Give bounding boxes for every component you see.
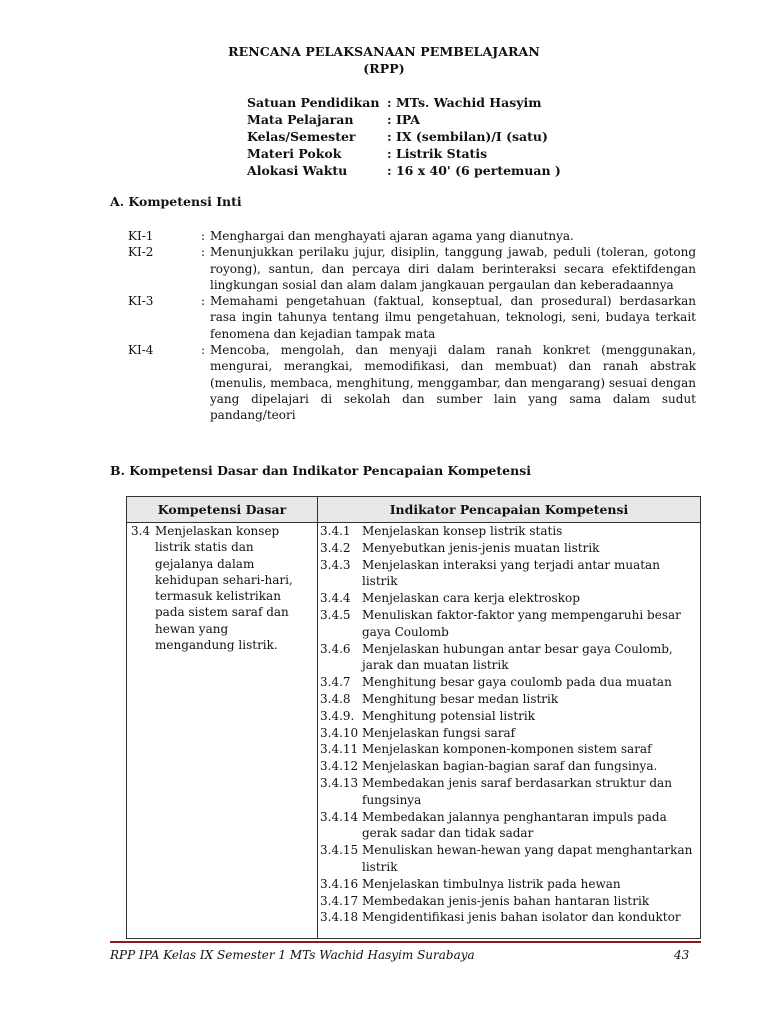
- indicator-number: 3.4.3: [320, 557, 351, 572]
- footer-text: RPP IPA Kelas IX Semester 1 MTs Wachid Hasyim Surabaya: [110, 948, 475, 962]
- identity-value: : Listrik Statis: [387, 146, 488, 161]
- indicator-text: Menjelaskan bagian-bagian saraf dan fungsinya.: [362, 759, 658, 774]
- indicator-item: [320, 641, 698, 675]
- indicator-text: Menuliskan hewan-hewan yang dapat menghantarkan listrik: [362, 843, 693, 874]
- indicator-text: Menyebutkan jenis-jenis muatan listrik: [362, 540, 600, 555]
- indicator-text: Membedakan jenis-jenis bahan hantaran listrik: [362, 893, 650, 908]
- identity-label: Materi Pokok: [247, 146, 342, 161]
- indicator-number: 3.4.2: [320, 540, 351, 555]
- footer-rule: [110, 941, 701, 943]
- page-number: 43: [674, 948, 690, 962]
- identity-value: : IPA: [387, 112, 421, 127]
- identity-block: [247, 94, 561, 179]
- table-header-ipk: Indikator Pencapaian Kompetensi: [389, 502, 629, 517]
- indicator-item: [320, 523, 698, 540]
- indicator-item: [320, 741, 698, 758]
- kompetensi-inti-list: [128, 228, 696, 424]
- indicator-text: Menjelaskan hubungan antar besar gaya Coulomb, jarak dan muatan listrik: [362, 641, 673, 673]
- indicator-item: [320, 809, 698, 843]
- indicator-text: Menjelaskan komponen-komponen sistem saraf: [362, 742, 652, 757]
- table-header-kd: Kompetensi Dasar: [127, 497, 318, 522]
- indicator-number: 3.4.10: [320, 725, 359, 740]
- identity-row: [247, 128, 561, 145]
- indicator-item: [320, 540, 698, 557]
- identity-value: : IX (sembilan)/I (satu): [387, 129, 548, 144]
- indicator-item: [320, 674, 698, 691]
- indicator-item: [320, 590, 698, 607]
- indicator-number: 3.4.9.: [320, 708, 355, 723]
- ki-item: KI-4 : Mencoba, mengolah, dan menyaji dalam ranah konkret (menggunakan, mengurai, merangkai, memodifikasi, dan membuat) dan ranah abstrak (menulis, membaca, menghitung, menggambar, dan mengarang) sesuai dengan yang dipelajari di sekolah dan sumber lain yang sama dalam sudut pandang/teori: [128, 343, 696, 423]
- competency-table: [126, 496, 701, 939]
- indicator-item: [320, 708, 698, 725]
- ki-text: Memahami pengetahuan (faktual, konseptual, dan prosedural) berdasarkan rasa ingin tahunya tentang ilmu pengetahuan, teknologi, seni, budaya terkait fenomena dan kejadian tampak mata: [210, 294, 696, 341]
- indicator-number: 3.4.1: [320, 524, 351, 538]
- ki-item: KI-1 : Menghargai dan menghayati ajaran agama yang dianutnya.: [128, 229, 574, 243]
- identity-label: Satuan Pendidikan: [247, 95, 380, 110]
- table-header: [127, 497, 700, 523]
- ki-code: KI-3: [128, 294, 154, 309]
- indicator-item: [320, 725, 698, 742]
- indicator-number: 3.4.6: [320, 641, 351, 656]
- ki-item: KI-2 : Menunjukkan perilaku jujur, disiplin, tanggung jawab, peduli (toleran, gotong royong), santun, dan percaya diri dalam berinteraksi secara efektifdengan lingkungan sosial dan alam dalam jangkauan pergaulan dan keberadaannya: [128, 245, 696, 292]
- indicator-text: Mengidentifikasi jenis bahan isolator dan konduktor: [362, 910, 681, 925]
- ki-code: KI-4: [128, 343, 154, 358]
- document-title: RENCANA PELAKSANAAN PEMBELAJARAN: [228, 44, 540, 59]
- identity-label: Alokasi Waktu: [247, 163, 348, 178]
- indicator-number: 3.4.5: [320, 607, 351, 622]
- identity-row: [247, 94, 561, 111]
- ki-text: Menunjukkan perilaku jujur, disiplin, tanggung jawab, peduli (toleran, gotong royong), santun, dan percaya diri dalam berinteraksi secara efektifdengan lingkungan sosial dan alam dalam jangkauan pergaulan dan keberadaannya: [210, 245, 696, 292]
- indicator-number: 3.4.7: [320, 675, 351, 690]
- identity-label: Kelas/Semester: [247, 129, 356, 144]
- indicator-number: 3.4.13: [320, 775, 359, 790]
- indicator-number: 3.4.4: [320, 591, 351, 606]
- ki-code: KI-2: [128, 245, 154, 260]
- indicator-item: [320, 758, 698, 775]
- indicator-item: [320, 691, 698, 708]
- indicator-number: 3.4.16: [320, 876, 359, 891]
- document-subtitle: (RPP): [363, 61, 405, 76]
- indicator-text: Menghitung besar gaya coulomb pada dua muatan: [362, 675, 672, 690]
- indicator-number: 3.4.14: [320, 809, 359, 824]
- indicator-text: Menjelaskan konsep listrik statis: [362, 524, 563, 538]
- identity-value: : 16 x 40' (6 pertemuan ): [387, 163, 561, 178]
- indicator-text: Menghitung besar medan listrik: [362, 691, 559, 706]
- indicator-text: Membedakan jalannya penghantaran impuls pada gerak sadar dan tidak sadar: [362, 809, 667, 841]
- kd-text: Menjelaskan konsep listrik statis dan gejalanya dalam kehidupan sehari-hari, termasuk kelistrikan pada sistem saraf dan hewan yang mengandung listrik.: [155, 524, 293, 653]
- indicator-text: Menjelaskan fungsi saraf: [362, 725, 516, 740]
- indicator-number: 3.4.18: [320, 910, 359, 925]
- identity-row: [247, 145, 561, 162]
- kd-number: 3.4: [131, 524, 151, 538]
- indicator-number: 3.4.17: [320, 893, 359, 908]
- indicator-text: Menjelaskan cara kerja elektroskop: [362, 591, 580, 606]
- indicator-item: [320, 893, 698, 910]
- indicator-item: [320, 775, 698, 809]
- table-column-divider: [317, 522, 318, 938]
- ki-text: Mencoba, mengolah, dan menyaji dalam ranah konkret (menggunakan, mengurai, merangkai, memodifikasi, dan membuat) dan ranah abstrak (menulis, membaca, menghitung, menggambar, dan mengarang) sesuai dengan yang dipelajari di sekolah dan sumber lain yang sama dalam sudut pandang/teori: [210, 343, 696, 423]
- indicator-item: [320, 909, 698, 926]
- identity-label: Mata Pelajaran: [247, 112, 354, 127]
- identity-row: [247, 162, 561, 179]
- indicator-text: Menjelaskan timbulnya listrik pada hewan: [362, 876, 621, 891]
- indicator-item: [320, 557, 698, 591]
- ki-text: Menghargai dan menghayati ajaran agama yang dianutnya.: [210, 229, 574, 243]
- indicator-item: [320, 876, 698, 893]
- ki-code: KI-1: [128, 229, 154, 243]
- indicator-text: Menjelaskan interaksi yang terjadi antar muatan listrik: [362, 557, 660, 589]
- indicator-text: Membedakan jenis saraf berdasarkan struktur dan fungsinya: [362, 775, 672, 807]
- section-a-heading: A. Kompetensi Inti: [110, 194, 242, 209]
- indicator-text: Menghitung potensial listrik: [362, 708, 536, 723]
- indicator-text: Menuliskan faktor-faktor yang mempengaruhi besar gaya Coulomb: [362, 607, 681, 639]
- indicator-list: [320, 523, 698, 926]
- indicator-item: [320, 842, 698, 876]
- section-b-heading: B. Kompetensi Dasar dan Indikator Pencapaian Kompetensi: [110, 463, 531, 478]
- indicator-number: 3.4.8: [320, 691, 351, 706]
- ki-item: KI-3 : Memahami pengetahuan (faktual, konseptual, dan prosedural) berdasarkan rasa ingin tahunya tentang ilmu pengetahuan, teknologi, seni, budaya terkait fenomena dan kejadian tampak mata: [128, 294, 696, 341]
- indicator-number: 3.4.12: [320, 759, 359, 774]
- indicator-item: [320, 607, 698, 641]
- indicator-number: 3.4.15: [320, 843, 359, 858]
- identity-value: : MTs. Wachid Hasyim: [387, 95, 542, 110]
- identity-row: [247, 111, 561, 128]
- indicator-number: 3.4.11: [320, 742, 359, 757]
- kd-cell: [131, 523, 311, 653]
